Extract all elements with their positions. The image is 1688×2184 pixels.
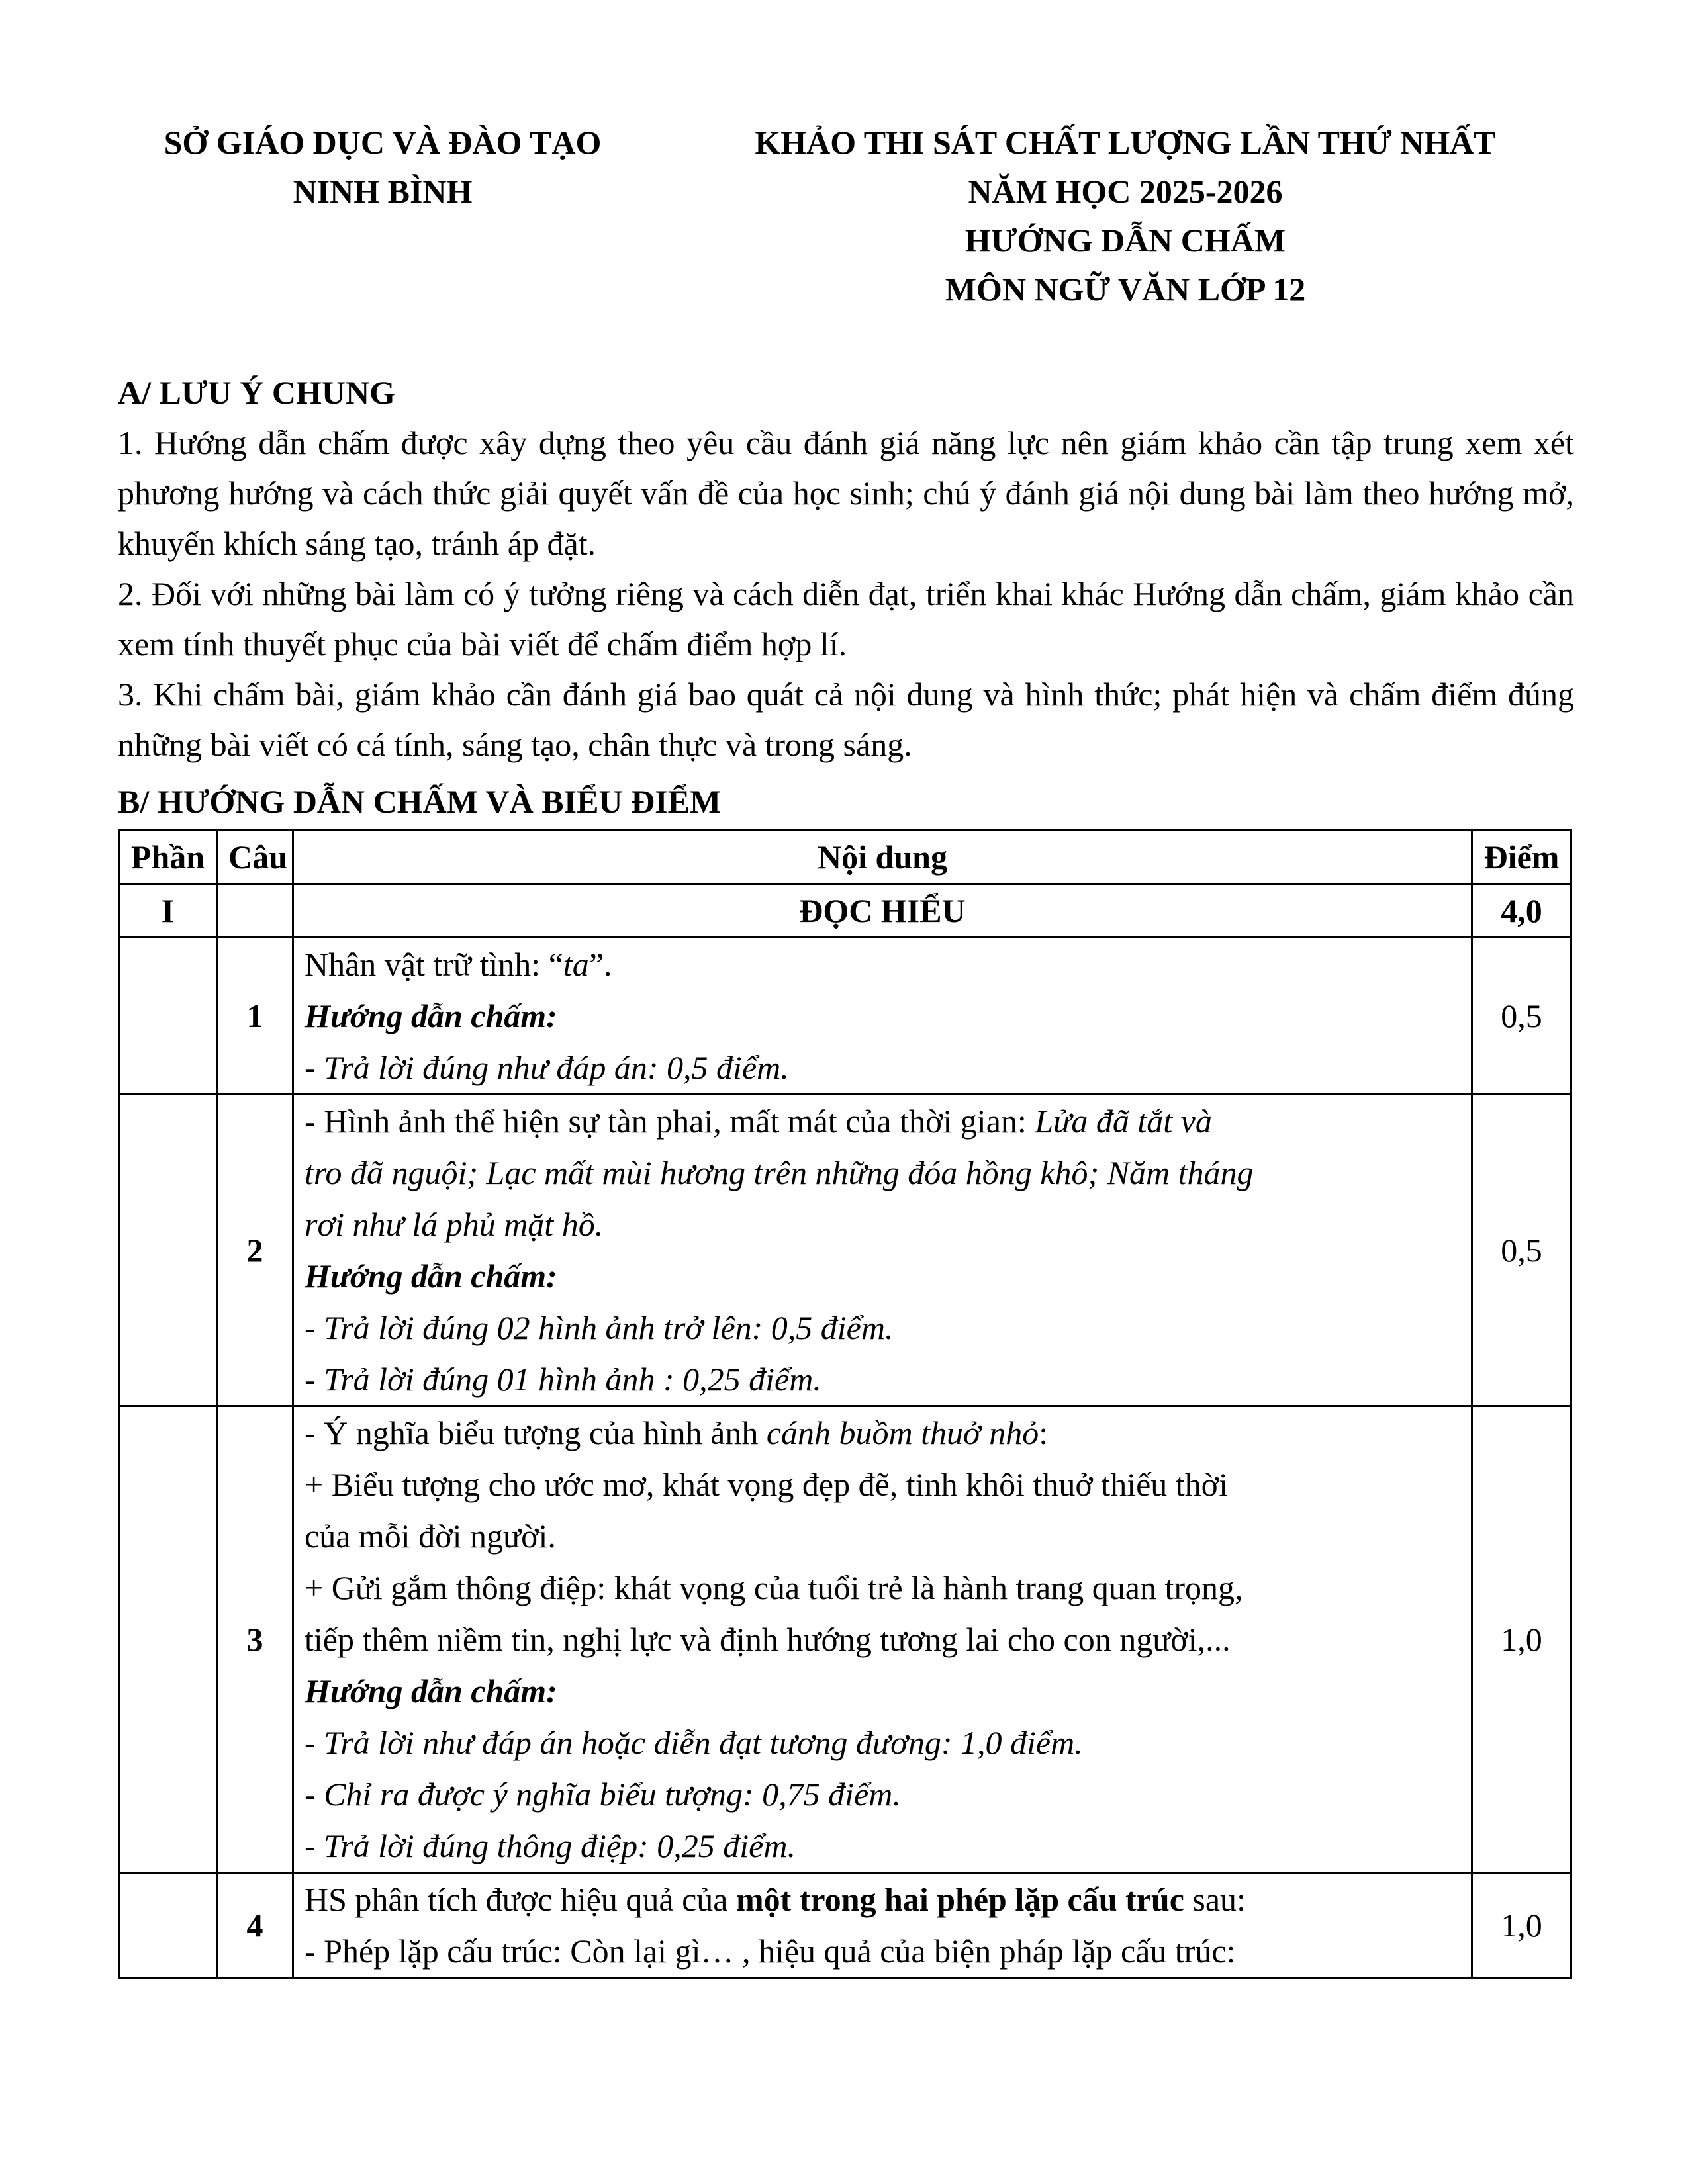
guide-line: - Trả lời đúng như đáp án: 0,5 điểm. xyxy=(305,1049,789,1086)
answer-content xyxy=(293,1873,1472,1978)
content-line: rơi như lá phủ mặt hồ. xyxy=(305,1206,604,1243)
header-department-line: SỞ GIÁO DỤC VÀ ĐÀO TẠO xyxy=(164,124,602,161)
school-year: NĂM HỌC 2025-2026 xyxy=(968,173,1283,210)
general-notes-title: A/ LƯU Ý CHUNG xyxy=(118,374,395,411)
question-number: 1 xyxy=(217,938,293,1095)
general-note-1: 1. Hướng dẫn chấm được xây dựng theo yêu cầu đánh giá năng lực nên giám khảo cần tập trung xem xét phương hướng và cách thức giải quyết vấn đề của học sinh; chú ý đánh giá nội dung bài làm theo hướng mở, khuyến khích sáng tạo, tránh áp đặt. xyxy=(118,424,1574,562)
content-emphasis: cánh buồm thuở nhỏ xyxy=(766,1414,1039,1451)
guide-line: - Trả lời đúng 02 hình ảnh trở lên: 0,5 điểm. xyxy=(305,1309,894,1346)
part-cell xyxy=(119,938,217,1095)
grading-table xyxy=(118,829,1572,1979)
answer-content xyxy=(293,1406,1472,1873)
guide-title: Hướng dẫn chấm: xyxy=(305,1672,557,1709)
content-text: HS phân tích được hiệu quả của xyxy=(305,1881,736,1918)
content-line: tro đã nguội; Lạc mất mùi hương trên những đóa hồng khô; Năm tháng xyxy=(305,1154,1254,1191)
question-number: 4 xyxy=(217,1873,293,1978)
answer-content xyxy=(293,938,1472,1095)
header-part: Phần xyxy=(119,831,217,884)
guide-line: - Trả lời đúng thông điệp: 0,25 điểm. xyxy=(305,1827,796,1864)
general-note-2: 2. Đối với những bài làm có ý tưởng riêng và cách diễn đạt, triển khai khác Hướng dẫn chấm, giám khảo cần xem tính thuyết phục của bài viết để chấm điểm hợp lí. xyxy=(118,575,1574,662)
part-cell xyxy=(119,1406,217,1873)
table-header-row xyxy=(119,831,1571,884)
table-row xyxy=(119,1873,1571,1978)
header-province-line: NINH BÌNH xyxy=(293,173,473,210)
header-exam-title xyxy=(662,118,1589,314)
content-emphasis: ta xyxy=(563,946,589,983)
question-score: 1,0 xyxy=(1472,1406,1571,1873)
guide-title: Hướng dẫn chấm: xyxy=(305,997,557,1034)
guide-line: - Chỉ ra được ý nghĩa biểu tượng: 0,75 điểm. xyxy=(305,1776,901,1813)
general-note-3: 3. Khi chấm bài, giám khảo cần đánh giá bao quát cả nội dung và hình thức; phát hiện và chấm điểm đúng những bài viết có cá tính, sáng tạo, chân thực và trong sáng. xyxy=(118,676,1574,763)
guide-line: - Trả lời như đáp án hoặc diễn đạt tương đương: 1,0 điểm. xyxy=(305,1724,1083,1761)
guide-line: - Trả lời đúng 01 hình ảnh : 0,25 điểm. xyxy=(305,1361,821,1398)
content-text: - Ý nghĩa biểu tượng của hình ảnh xyxy=(305,1414,767,1451)
content-line: tiếp thêm niềm tin, nghị lực và định hướng tương lai cho con người,... xyxy=(305,1621,1231,1658)
section-row-reading xyxy=(119,884,1571,938)
subject: MÔN NGỮ VĂN LỚP 12 xyxy=(945,271,1306,308)
header-question: Câu xyxy=(217,831,293,884)
guide-title: Hướng dẫn chấm: xyxy=(305,1257,557,1295)
content-line: + Gửi gắm thông điệp: khát vọng của tuổi trẻ là hành trang quan trọng, xyxy=(305,1569,1243,1606)
table-row xyxy=(119,1406,1571,1873)
content-text: Nhân vật trữ tình: “ xyxy=(305,946,563,983)
answer-content xyxy=(293,1095,1472,1406)
content-line: - Phép lặp cấu trúc: Còn lại gì… , hiệu quả của biện pháp lặp cấu trúc: xyxy=(305,1933,1236,1970)
content-emphasis: một trong hai phép lặp cấu trúc xyxy=(735,1881,1184,1918)
question-number: 2 xyxy=(217,1095,293,1406)
question-score: 0,5 xyxy=(1472,938,1571,1095)
doc-type: HƯỚNG DẪN CHẤM xyxy=(964,222,1286,259)
header-department xyxy=(118,118,647,216)
content-text: ”. xyxy=(588,946,612,983)
content-text: : xyxy=(1039,1414,1049,1451)
part-cell xyxy=(119,1873,217,1978)
header-score: Điểm xyxy=(1472,831,1571,884)
question-score: 0,5 xyxy=(1472,1095,1571,1406)
exam-name: KHẢO THI SÁT CHẤT LƯỢNG LẦN THỨ NHẤT xyxy=(755,124,1496,161)
content-text: sau: xyxy=(1184,1881,1246,1918)
section-question-empty xyxy=(217,884,293,938)
content-text: - Hình ảnh thể hiện sự tàn phai, mất mát của thời gian: xyxy=(305,1103,1035,1140)
table-row xyxy=(119,1095,1571,1406)
content-emphasis: Lửa đã tắt và xyxy=(1035,1103,1212,1140)
table-row xyxy=(119,938,1571,1095)
section-part: I xyxy=(119,884,217,938)
question-score: 1,0 xyxy=(1472,1873,1571,1978)
part-cell xyxy=(119,1095,217,1406)
general-notes xyxy=(118,367,1574,770)
content-line: của mỗi đời người. xyxy=(305,1518,556,1555)
content-line: + Biểu tượng cho ước mơ, khát vọng đẹp đẽ, tinh khôi thuở thiếu thời xyxy=(305,1466,1228,1503)
section-title: ĐỌC HIỂU xyxy=(293,884,1472,938)
section-b-title: B/ HƯỚNG DẪN CHẤM VÀ BIỂU ĐIỂM xyxy=(118,783,722,820)
header-content: Nội dung xyxy=(293,831,1472,884)
question-number: 3 xyxy=(217,1406,293,1873)
section-score: 4,0 xyxy=(1472,884,1571,938)
